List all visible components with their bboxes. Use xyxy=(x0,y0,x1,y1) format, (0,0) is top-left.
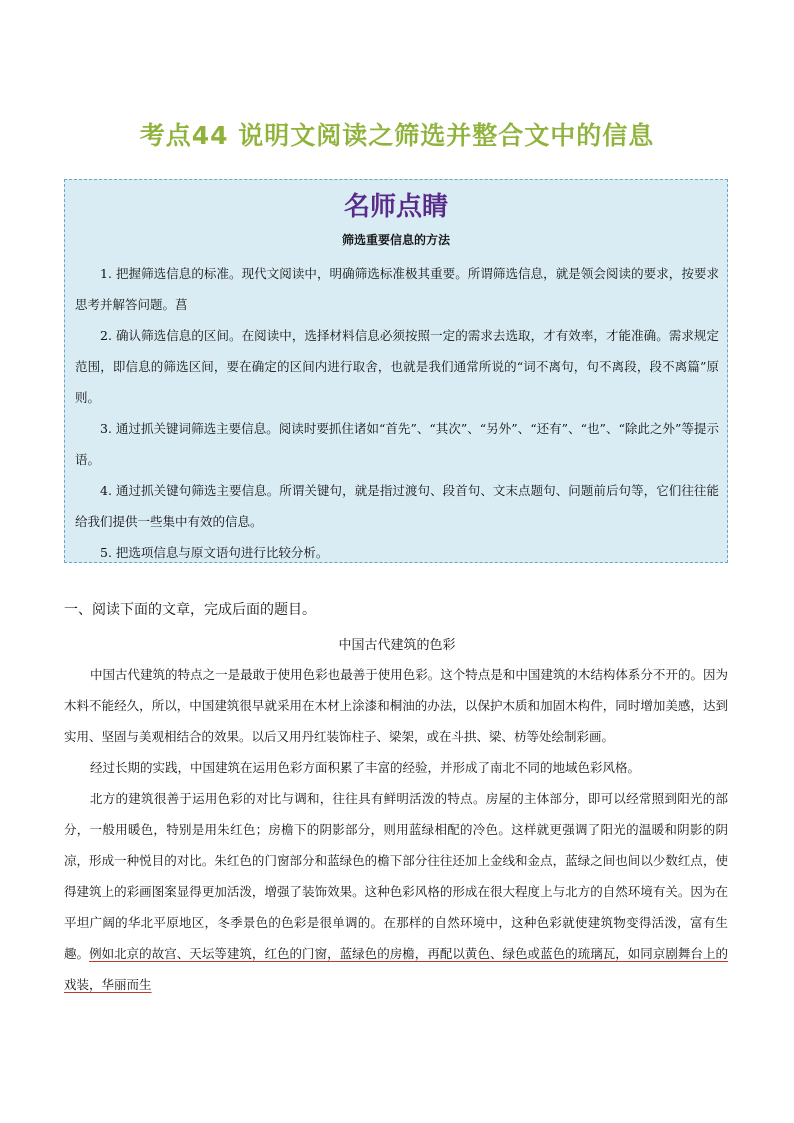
article-title: 中国古代建筑的色彩 xyxy=(338,638,456,653)
underlined-example: 例如北京的故宫、天坛等建筑，红色的门窗，蓝绿色的房檐，再配以黄色、绿色或蓝色的琉璃瓦，如同京剧舞台上的戏装，华丽而生 xyxy=(64,946,728,992)
tip-heading: 名师点睛 xyxy=(343,192,448,222)
tip-item: 5. 把选项信息与原文语句进行比较分析。 xyxy=(100,545,329,560)
tip-list xyxy=(75,258,719,568)
article-paragraph: 经过长期的实践，中国建筑在运用色彩方面积累了丰富的经验，并形成了南北不同的地域色彩风格。 xyxy=(90,760,641,775)
tip-subheading: 筛选重要信息的方法 xyxy=(341,233,450,247)
tip-item: 3. 通过抓关键词筛选主要信息。阅读时要抓住诸如“首先”、“其次”、“另外”、“还有”、“也”、“除此之外”等提示语。 xyxy=(75,421,719,467)
article-paragraph: 中国古代建筑的特点之一是最敢于使用色彩也最善于使用色彩。这个特点是和中国建筑的木结构体系分不开的。因为木料不能经久，所以，中国建筑很早就采用在木材上涂漆和桐油的办法，以保护木质和加固木构件，同时增加美感，达到实用、坚固与美观相结合的效果。以后又用丹红装饰柱子、梁架，或在斗拱、梁、枋等处绘制彩画。 xyxy=(64,667,728,744)
article-body xyxy=(64,659,728,1000)
tip-box xyxy=(64,179,728,563)
section-heading: 一、阅读下面的文章，完成后面的题目。 xyxy=(64,602,316,618)
tip-item: 1. 把握筛选信息的标准。现代文阅读中，明确筛选标准极其重要。所谓筛选信息，就是领会阅读的要求，按要求思考并解答问题。菖 xyxy=(75,266,719,312)
article-paragraph xyxy=(64,783,728,1000)
paragraph-text: 北方的建筑很善于运用色彩的对比与调和，往往具有鲜明活泼的特点。房屋的主体部分，即可以经常照到阳光的部分，一般用暖色，特别是用朱红色；房檐下的阴影部分，则用蓝绿相配的冷色。这样就更强调了阳光的温暖和阴影的阴凉，形成一种悦目的对比。朱红色的门窗部分和蓝绿色的檐下部分往往还加上金线和金点，蓝绿之间也间以少数红点，使得建筑上的彩画图案显得更加活泼，增强了装饰效果。这种色彩风格的形成在很大程度上与北方的自然环境有关。因为在平坦广阔的华北平原地区，冬季景色的色彩是很单调的。在那样的自然环境中，这种色彩就使建筑物变得活泼，富有生趣。 xyxy=(64,791,728,961)
page-title: 考点44 说明文阅读之筛选并整合文中的信息 xyxy=(139,121,655,150)
tip-item: 4. 通过抓关键句筛选主要信息。所谓关键句，就是指过渡句、段首句、文末点题句、问题前后句等，它们往往能给我们提供一些集中有效的信息。 xyxy=(75,483,719,529)
tip-item: 2. 确认筛选信息的区间。在阅读中，选择材料信息必须按照一定的需求去选取，才有效率，才能准确。需求规定范围，即信息的筛选区间，要在确定的区间内进行取舍，也就是我们通常所说的“词不离句，句不离段，段不离篇”原则。 xyxy=(75,328,719,405)
